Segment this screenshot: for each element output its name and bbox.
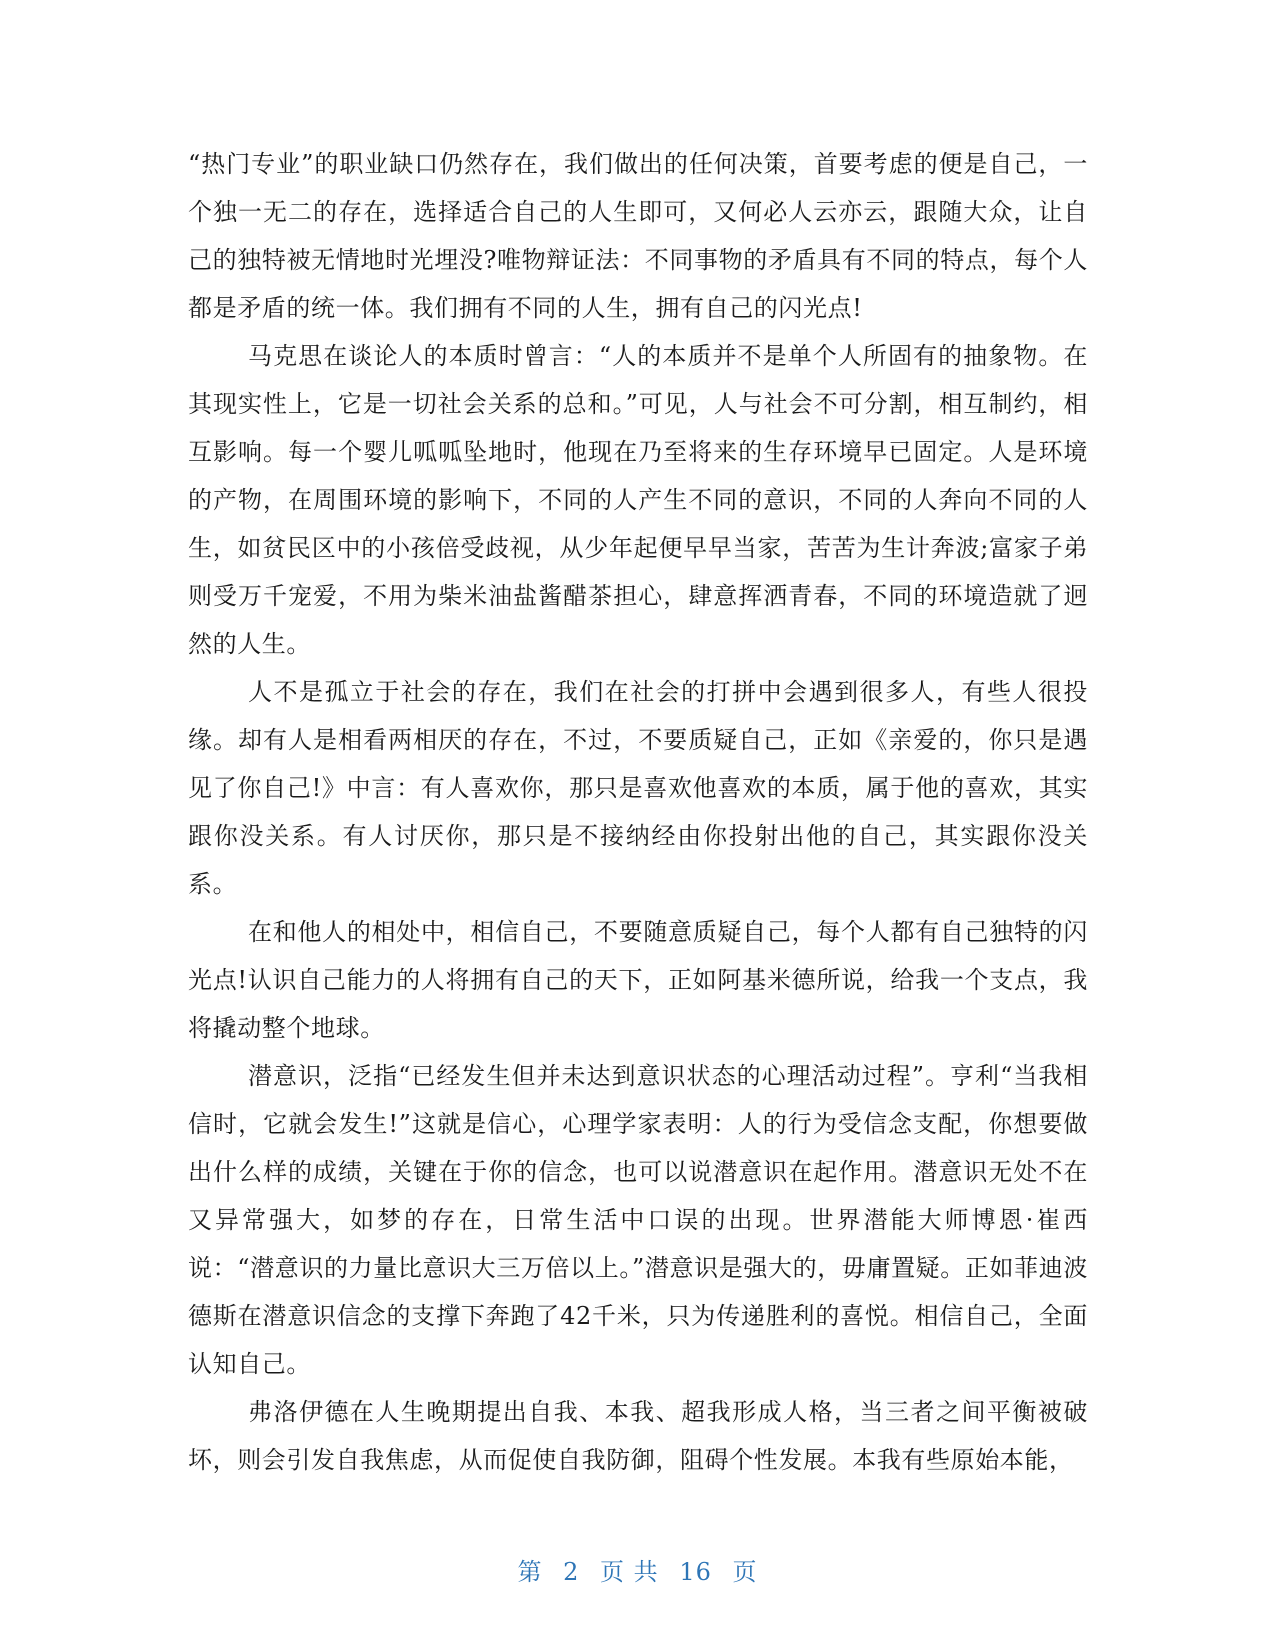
footer-suffix: 页 bbox=[732, 1558, 758, 1586]
footer-page-number: 2 bbox=[563, 1558, 580, 1586]
paragraph-3: 人不是孤立于社会的存在，我们在社会的打拼中会遇到很多人，有些人很投缘。却有人是相看两相厌的存在，不过，不要质疑自己，正如《亲爱的，你只是遇见了你自己!》中言：有人喜欢你，那只是喜欢他喜欢的本质，属于他的喜欢，其实跟你没关系。有人讨厌你，那只是不接纳经由你投射出他的自己，其实跟你没关系。 bbox=[188, 678, 1088, 898]
footer-middle: 页 共 bbox=[600, 1558, 659, 1586]
paragraph-2: 马克思在谈论人的本质时曾言：“人的本质并不是单个人所固有的抽象物。在其现实性上，它是一切社会关系的总和。”可见，人与社会不可分割，相互制约，相互影响。每一个婴儿呱呱坠地时，他现在乃至将来的生存环境早已固定。人是环境的产物，在周围环境的影响下，不同的人产生不同的意识，不同的人奔向不同的人生，如贫民区中的小孩倍受歧视，从少年起便早早当家，苦苦为生计奔波;富家子弟则受万千宠爱，不用为柴米油盐酱醋茶担心，肆意挥洒青春，不同的环境造就了迥然的人生。 bbox=[188, 342, 1088, 658]
footer-total-pages: 16 bbox=[679, 1558, 712, 1586]
paragraph-4: 在和他人的相处中，相信自己，不要随意质疑自己，每个人都有自己独特的闪光点!认识自己能力的人将拥有自己的天下，正如阿基米德所说，给我一个支点，我将撬动整个地球。 bbox=[188, 918, 1088, 1042]
paragraph-6: 弗洛伊德在人生晚期提出自我、本我、超我形成人格，当三者之间平衡被破坏，则会引发自我焦虑，从而促使自我防御，阻碍个性发展。本我有些原始本能， bbox=[188, 1398, 1088, 1474]
footer-prefix: 第 bbox=[517, 1558, 543, 1586]
paragraph-5: 潜意识，泛指“已经发生但并未达到意识状态的心理活动过程”。亨利“当我相信时，它就会发生!”这就是信心，心理学家表明：人的行为受信念支配，你想要做出什么样的成绩，关键在于你的信念，也可以说潜意识在起作用。潜意识无处不在又异常强大，如梦的存在，日常生活中口误的出现。世界潜能大师博恩·崔西说：“潜意识的力量比意识大三万倍以上。”潜意识是强大的，毋庸置疑。正如菲迪波德斯在潜意识信念的支撑下奔跑了42千米，只为传递胜利的喜悦。相信自己，全面认知自己。 bbox=[188, 1062, 1088, 1378]
document-body bbox=[188, 140, 1088, 1484]
page-footer bbox=[0, 1552, 1275, 1587]
paragraph-1: “热门专业”的职业缺口仍然存在，我们做出的任何决策，首要考虑的便是自己，一个独一无二的存在，选择适合自己的人生即可，又何必人云亦云，跟随大众，让自己的独特被无情地时光埋没?唯物辩证法：不同事物的矛盾具有不同的特点，每个人都是矛盾的统一体。我们拥有不同的人生，拥有自己的闪光点! bbox=[188, 150, 1088, 322]
